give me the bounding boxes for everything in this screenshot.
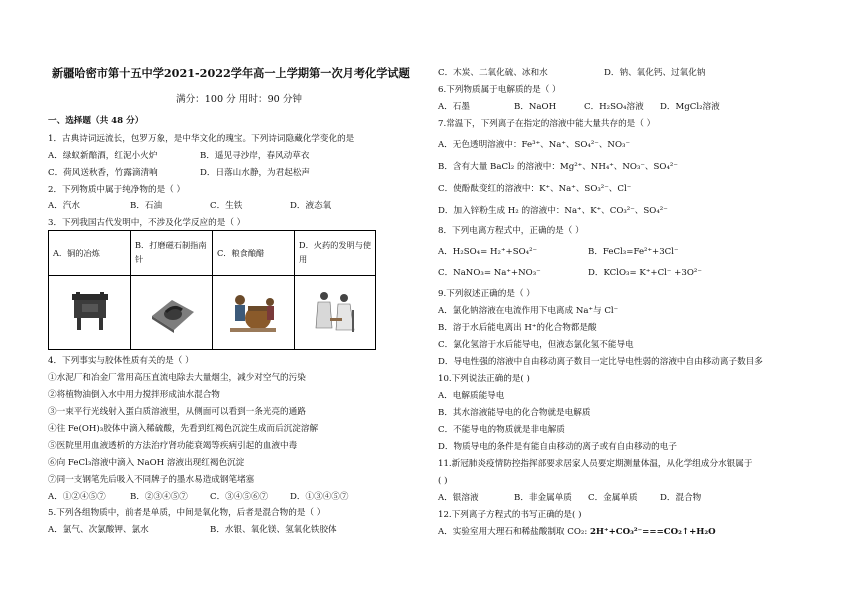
- score-line: 满分：100 分 用时：90 分钟: [176, 94, 303, 105]
- q10-option-b: B．其水溶液能导电的化合物就是电解质: [438, 408, 591, 418]
- q4-item-4: ④往 Fe(OH)₃胶体中滴入稀硫酸，先看到红褐色沉淀生成而后沉淀溶解: [48, 424, 319, 434]
- q2-option-a: A．汽水: [48, 201, 80, 211]
- vinegar-making-image: [226, 288, 280, 336]
- q2-option-d: D．液态氧: [290, 201, 332, 211]
- q7-stem: 7.常温下，下列离子在指定的溶液中能大量共存的是（ ）: [438, 119, 656, 129]
- q8-option-a: A．H₂SO₄= H₂⁺+SO₄²⁻: [438, 247, 538, 257]
- q11-option-a: A．银溶液: [438, 493, 479, 503]
- q3-stem: 3．下列我国古代发明中，不涉及化学反应的是（ ）: [48, 218, 246, 228]
- q12-option-a-equation: 2H⁺+CO₃²⁻===CO₂↑+H₂O: [589, 527, 716, 537]
- q6-option-b: B．NaOH: [514, 102, 557, 112]
- q11-option-b: B．非金属单质: [514, 493, 572, 503]
- q5-option-c: C．木炭、二氧化硫、冰和水: [438, 68, 548, 78]
- q8-option-b: B．FeCl₃=Fe²⁺+3Cl⁻: [588, 247, 679, 257]
- table-label-d: D．火药的发明与使用: [299, 240, 372, 264]
- q8-option-d: D．KClO₃= K⁺+Cl⁻ +3O²⁻: [588, 268, 702, 278]
- q11-stem: 11.新冠肺炎疫情防控指挥部要求居家人员要定期测量体温，从化学组成分水银属于: [438, 459, 753, 469]
- q4-item-7: ⑦同一支钢笔先后吸入不同牌子的墨水易造成钢笔堵塞: [48, 475, 255, 485]
- q4-item-6: ⑥向 FeCl₃溶液中滴入 NaOH 溶液出现红褐色沉淀: [48, 458, 245, 468]
- q11-option-c: C．金属单质: [588, 493, 638, 503]
- q7-option-a: A．无色透明溶液中：Fe³⁺、Na⁺、SO₄²⁻、NO₃⁻: [438, 140, 630, 150]
- q1-option-c: C．荷风送秋香，竹露滴清响: [48, 168, 158, 178]
- table-label-b: B．打磨磁石制指南针: [135, 240, 207, 264]
- q6-option-d: D．MgCl₂溶液: [660, 102, 720, 112]
- q4-item-1: ①水泥厂和冶金厂常用高压直流电除去大量烟尘，减少对空气的污染: [48, 373, 306, 383]
- q6-option-c: C．H₂SO₄溶液: [584, 102, 644, 112]
- q9-option-b: B．溶于水后能电离出 H⁺的化合物都是酸: [438, 323, 597, 333]
- q3-table: [48, 230, 376, 350]
- q10-stem: 10.下列说法正确的是( ): [438, 374, 530, 384]
- q11-paren: ( ): [438, 476, 448, 486]
- q4-item-3: ③一束平行光线射入蛋白质溶液里，从侧面可以看到一条光亮的通路: [48, 407, 306, 417]
- q7-option-b: B．含有大量 BaCl₂ 的溶液中：Mg²⁺、NH₄⁺、NO₃⁻、SO₄²⁻: [438, 162, 678, 172]
- q1-option-a: A．绿蚁新醅酒，红泥小火炉: [48, 151, 158, 161]
- bronze-vessel-image: [68, 292, 112, 332]
- q10-option-d: D．物质导电的条件是有能自由移动的离子或有自由移动的电子: [438, 442, 677, 452]
- q4-stem: 4．下列事实与胶体性质有关的是（ ）: [48, 356, 194, 366]
- exam-title: 新疆哈密市第十五中学2021-2022学年高一上学期第一次月考化学试题: [52, 66, 410, 80]
- q10-option-c: C．不能导电的物质就是非电解质: [438, 425, 565, 435]
- compass-image: [148, 290, 196, 334]
- q2-option-b: B．石油: [130, 201, 163, 211]
- q12-option-a: [438, 527, 716, 538]
- q5-option-a: A．氯气、次氯酸钾、氯水: [48, 525, 149, 535]
- q9-stem: 9.下列叙述正确的是（ ）: [438, 289, 535, 299]
- q8-stem: 8．下列电离方程式中，正确的是（ ）: [438, 226, 584, 236]
- q9-option-c: C．氯化氢溶于水后能导电，但液态氯化氢不能导电: [438, 340, 634, 350]
- q11-option-d: D．混合物: [660, 493, 702, 503]
- q1-option-d: D．日落山水静，为君起松声: [200, 168, 311, 178]
- q4-item-5: ⑤医院里用血液透析的方法治疗肾功能衰竭等疾病引起的血液中毒: [48, 441, 298, 451]
- q1-stem: 1．古典诗词远流长，包罗万象，是中华文化的瑰宝。下列诗词隐藏化学变化的是: [48, 134, 355, 144]
- q9-option-d: D．导电性强的溶液中自由移动离子数目一定比导电性弱的溶液中自由移动离子数目多: [438, 357, 763, 367]
- q1-option-b: B．遥见寻沙岸，春风动草衣: [200, 151, 310, 161]
- q6-option-a: A．石墨: [438, 102, 470, 112]
- q4-option-a: A．①②④⑤⑦: [48, 492, 106, 502]
- q4-option-c: C．③④⑤⑥⑦: [210, 492, 269, 502]
- table-label-a: A．铜的冶炼: [53, 248, 100, 258]
- gunpowder-figures-image: [310, 288, 362, 336]
- q7-option-c: C．使酚酞变红的溶液中：K⁺、Na⁺、SO₃²⁻、Cl⁻: [438, 184, 632, 194]
- section-heading: 一、选择题（共 48 分）: [48, 116, 144, 126]
- q4-item-2: ②将植物油倒入水中用力搅拌形成油水混合物: [48, 390, 220, 400]
- q4-option-d: D．①③④⑤⑦: [290, 492, 349, 502]
- q10-option-a: A．电解质能导电: [438, 391, 505, 401]
- table-label-c: C．粮食酿醋: [217, 248, 265, 258]
- q4-option-b: B．②③④⑤⑦: [130, 492, 188, 502]
- q2-stem: 2．下列物质中属于纯净物的是（ ）: [48, 185, 186, 195]
- q2-option-c: C．生铁: [210, 201, 243, 211]
- q5-option-d: D．钠、氧化钙、过氧化钠: [604, 68, 706, 78]
- q8-option-c: C．NaNO₃= Na⁺+NO₃⁻: [438, 268, 541, 278]
- q12-stem: 12.下列离子方程式的书写正确的是( ): [438, 510, 582, 520]
- q5-stem: 5.下列各组物质中，前者是单质，中间是氧化物，后者是混合物的是（ ）: [48, 508, 326, 518]
- q7-option-d: D．加入锌粉生成 H₂ 的溶液中：Na⁺、K⁺、CO₃²⁻、SO₄²⁻: [438, 206, 668, 216]
- q12-option-a-text: A．实验室用大理石和稀盐酸制取 CO₂:: [438, 527, 590, 537]
- q5-option-b: B．水银、氧化镁、氢氧化铁胶体: [210, 525, 337, 535]
- q9-option-a: A．氯化钠溶液在电流作用下电离成 Na⁺与 Cl⁻: [438, 306, 619, 316]
- q6-stem: 6.下列物质属于电解质的是（ ）: [438, 85, 561, 95]
